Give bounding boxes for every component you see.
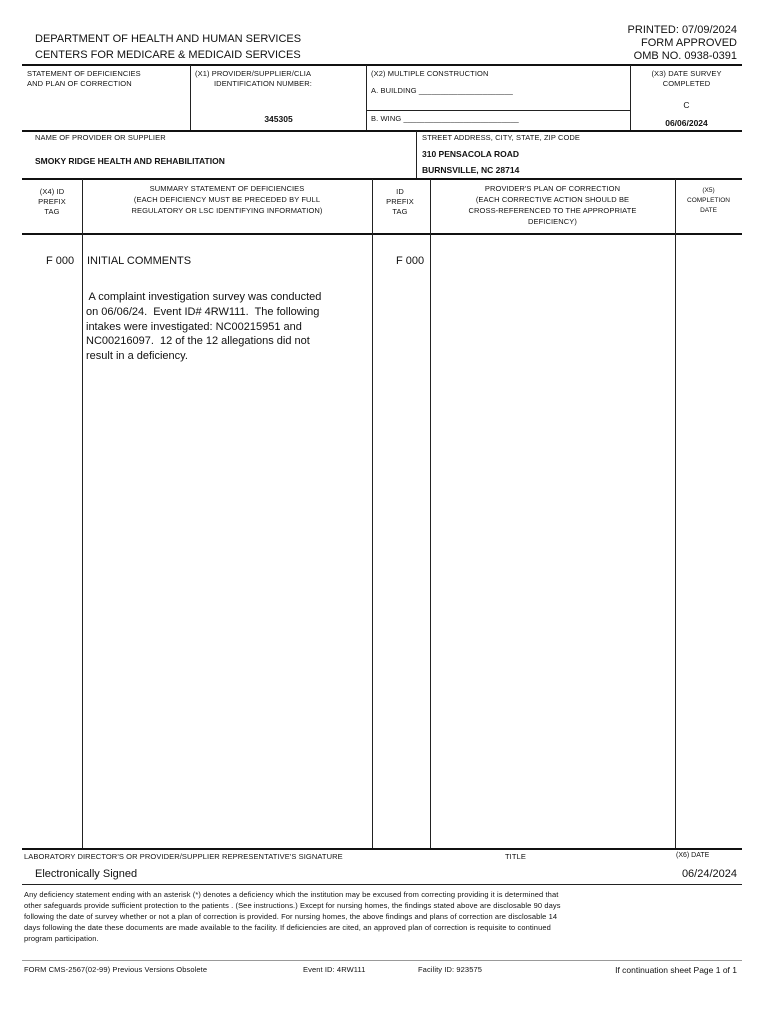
entry-text-line: A complaint investigation survey was conducted [86,291,322,303]
entry-text-line: intakes were investigated: NC00215951 and [86,321,302,333]
city-state-zip: BURNSVILLE, NC 28714 [422,165,520,175]
divider [82,179,83,848]
divider [22,178,742,180]
disclaimer-line: days following the date these documents are made available to the facility. If deficiencies are cited, an approved plan of correction is requisite to continued [24,923,551,932]
event-id: Event ID: 4RW111 [303,965,366,974]
id-header: PREFIX [386,197,414,206]
street-address: 310 PENSACOLA ROAD [422,149,519,159]
divider [22,130,742,132]
entry-text-line: NC00216097. 12 of the 12 allegations did not [86,335,310,347]
signature-label: LABORATORY DIRECTOR'S OR PROVIDER/SUPPLIER REPRESENTATIVE'S SIGNATURE [24,852,343,861]
prefix-tag: F 000 [46,255,75,267]
entry-title: INITIAL COMMENTS [87,255,192,267]
x3-label: (X3) DATE SURVEY [651,69,722,78]
title-label: TITLE [505,852,526,861]
x3-label: COMPLETED [662,79,711,88]
signature-value: Electronically Signed [35,868,138,880]
agency-subname: CENTERS FOR MEDICARE & MEDICAID SERVICES [35,49,301,61]
x4-header: (X4) ID [39,187,65,196]
x5-header: (X5) [702,187,715,194]
plan-header: (EACH CORRECTIVE ACTION SHOULD BE [475,195,630,204]
x1-label: IDENTIFICATION NUMBER: [214,79,312,88]
provider-name: SMOKY RIDGE HEALTH AND REHABILITATION [35,156,225,166]
page-indicator: If continuation sheet Page 1 of 1 [615,965,737,975]
survey-code: C [683,100,690,110]
plan-header: DEFICIENCY) [527,217,578,226]
x1-label: (X1) PROVIDER/SUPPLIER/CLIA [195,69,312,78]
divider [366,110,630,111]
divider [430,179,431,848]
facility-id: Facility ID: 923575 [418,965,483,974]
divider [22,884,742,885]
plan-header: CROSS-REFERENCED TO THE APPROPRIATE [468,206,637,215]
signature-date: 06/24/2024 [681,868,737,880]
divider [366,65,367,130]
agency-name: DEPARTMENT OF HEALTH AND HUMAN SERVICES [35,33,302,45]
summary-header: (EACH DEFICIENCY MUST BE PRECEDED BY FULL [133,195,321,204]
divider [416,131,417,178]
x5-header: DATE [700,207,717,214]
disclaimer-line: program participation. [24,934,99,943]
form-approved: FORM APPROVED [641,37,737,49]
prefix-tag: F 000 [396,255,425,267]
id-header: TAG [392,207,408,216]
printed-date: PRINTED: 07/09/2024 [627,24,737,36]
x5-header: COMPLETION [687,197,730,204]
disclaimer-line: Any deficiency statement ending with an asterisk (*) denotes a deficiency which the institution may be excused from correcting providing it is determined that [24,890,559,899]
divider [372,179,373,848]
survey-date: 06/06/2024 [665,118,708,128]
x4-header: TAG [44,207,60,216]
wing-field: B. WING ___________________________ [371,114,519,123]
form-number: FORM CMS-2567(02-99) Previous Versions Obsolete [24,965,208,974]
entry-text-line: result in a deficiency. [86,350,188,362]
divider [22,233,742,235]
disclaimer-line: following the date of survey whether or not a plan of correction is provided. For nursing homes, the above findings and plans of correction are disclosable 14 [24,912,558,921]
summary-header: SUMMARY STATEMENT OF DEFICIENCIES [149,184,305,193]
statement-label: AND PLAN OF CORRECTION [27,79,132,88]
x2-label: (X2) MULTIPLE CONSTRUCTION [371,69,489,78]
provider-name-label: NAME OF PROVIDER OR SUPPLIER [35,133,166,142]
summary-header: REGULATORY OR LSC IDENTIFYING INFORMATION) [131,206,323,215]
x4-header: PREFIX [38,197,66,206]
divider [675,179,676,848]
plan-header: PROVIDER'S PLAN OF CORRECTION [484,184,621,193]
divider [22,848,742,850]
address-label: STREET ADDRESS, CITY, STATE, ZIP CODE [422,133,581,142]
provider-number: 345305 [264,114,293,124]
divider [22,960,742,961]
building-field: A. BUILDING ______________________ [371,86,513,95]
entry-text-line: on 06/06/24. Event ID# 4RW111. The following [86,306,320,318]
statement-label: STATEMENT OF DEFICIENCIES [27,69,141,78]
signature-date-label: (X6) DATE [676,852,710,859]
divider [22,64,742,66]
omb-number: OMB NO. 0938-0391 [633,50,737,62]
id-header: ID [396,187,404,196]
disclaimer-line: other safeguards provide sufficient protection to the patients . (See instructions.) Except for nursing homes, the findings stated above are disclosable 90 days [24,901,561,910]
